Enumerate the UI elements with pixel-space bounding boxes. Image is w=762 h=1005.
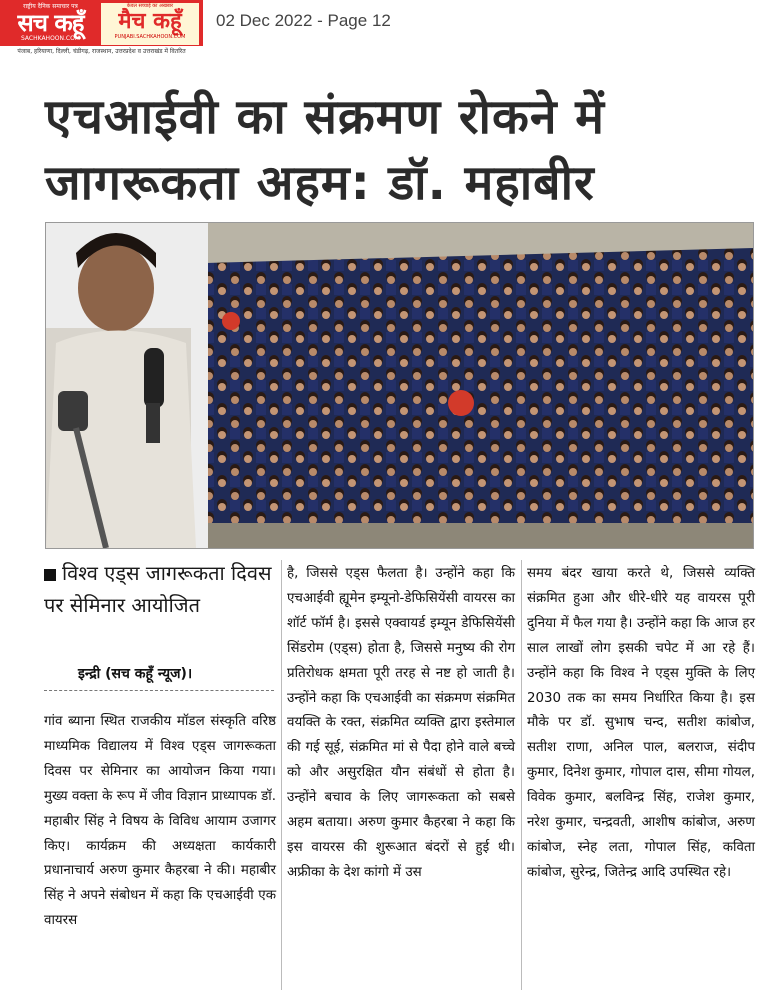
distribution-regions: पंजाब, हरियाणा, दिल्ली, चंडीगढ़, राजस्थान, उत्तरप्रदेश व उत्तराखंड में वितरित (0, 46, 203, 58)
sach-kahoon-logo (3, 3, 98, 45)
logo-right-site: PUNJABI.SACHKAHOON.COM (114, 34, 186, 40)
edition-date-page: 02 Dec 2022 - Page 12 (216, 11, 391, 30)
logo-left-tagline: राष्ट्रीय दैनिक समाचार पत्र (23, 3, 78, 10)
logo-right-tagline: केवल सच्चाई का अखबार (126, 3, 174, 9)
column-divider (281, 560, 282, 990)
article-column-2: है, जिससे एड्स फैलता है। उन्होंने कहा कि एचआईवी ह्यूमेन इम्यूनो-डेफिसियेंसी वायरस का शॉर्ट फॉर्म है। इससे एक्वायर्ड इम्यून डेफिसियेंसी सिंडरोम (एड्स) होता है, जिससे मनुष्य की रोग प्रतिरोधक क्षमता पूरी तरह से नष्ट हो जाती है। उन्होंने कहा कि एचआईवी का संक्रमण संक्रमित वयक्ति के रक्त, संक्रमित व्यक्ति द्वारा इस्तेमाल की गई सूई, संक्रमित मां से पैदा होने वाले बच्चे को और असुरक्षित यौन संबंधों से होता है। उन्होंने बचाव के लिए जागरूकता को सबसे अहम बताया। अरुण कुमार कैहरबा ने कहा कि इस वायरस की शुरूआत बंदरों से हुई थी। अफ्रीका के देश कांगो में उस (287, 566, 515, 880)
article-subhead (44, 557, 274, 621)
article-byline: इन्द्री (सच कहूँ न्यूज)। (78, 666, 193, 682)
byline-divider (44, 690, 274, 691)
logo-left-name: सच कहूँ (17, 9, 84, 37)
logo-left-site: SACHKAHOON.COM (21, 35, 80, 42)
seminar-photo-illustration (46, 223, 753, 548)
column-divider (521, 560, 522, 990)
logo-right-name: मैच कहूँ (118, 9, 182, 34)
punjabi-logo (101, 3, 199, 45)
article-headline: एचआईवी का संक्रमण रोकने में जागरूकता अहम: डॉ. महाबीर (45, 89, 605, 211)
article-column-3: समय बंदर खाया करते थे, जिससे व्यक्ति संक्रमित हुआ और धीरे-धीरे यह वायरस पूरी दुनिया में फैल गया है। उन्होंने कहा कि आज हर साल लाखों लोग इसकी चपेट में आ रहे हैं। उन्होंने कहा कि विश्व ने एड्स मुक्ति के लिए 2030 तक का समय निर्धारित किया है। इस मौके पर डॉ. सुभाष चन्द, सतीश कांबोज, सतीश राणा, अनिल पाल, बलराज, संदीप कुमार, दिनेश कुमार, गोपाल दास, सीमा गोयल, विवेक कुमार, बलविन्द्र सिंह, राजेश कुमार, नरेश कुमार, चन्द्रवती, आशीष कांबोज, अरुण कांबोज, स्नेह लता, गोपाल सिंह, कविता कांबोज, सुरेन्द्र, जितेन्द्र आदि उपस्थित रहे। (527, 566, 755, 880)
subhead-bullet-icon (44, 569, 56, 581)
article-column-1: गांव ब्याना स्थित राजकीय मॉडल संस्कृति वरिष्ठ माध्यमिक विद्यालय में विश्व एड्स जागरूकता दिवस पर सेमिनार का आयोजन किया गया। मुख्य वक्ता के रूप में जीव विज्ञान प्राध्यापक डॉ. महाबीर सिंह ने विषय के विविध आयाम उजागर किए। कार्यक्रम की अध्यक्षता कार्यकारी प्रधानाचार्य अरुण कुमार कैहरबा ने की। महाबीर सिंह ने अपने संबोधन में कहा कि एचआईवी एक वायरस (44, 714, 276, 929)
masthead-logo (0, 0, 203, 58)
article-photo (45, 222, 754, 549)
subhead-text: विश्व एड्स जागरूकता दिवस पर सेमिनार आयोजित (44, 561, 272, 617)
